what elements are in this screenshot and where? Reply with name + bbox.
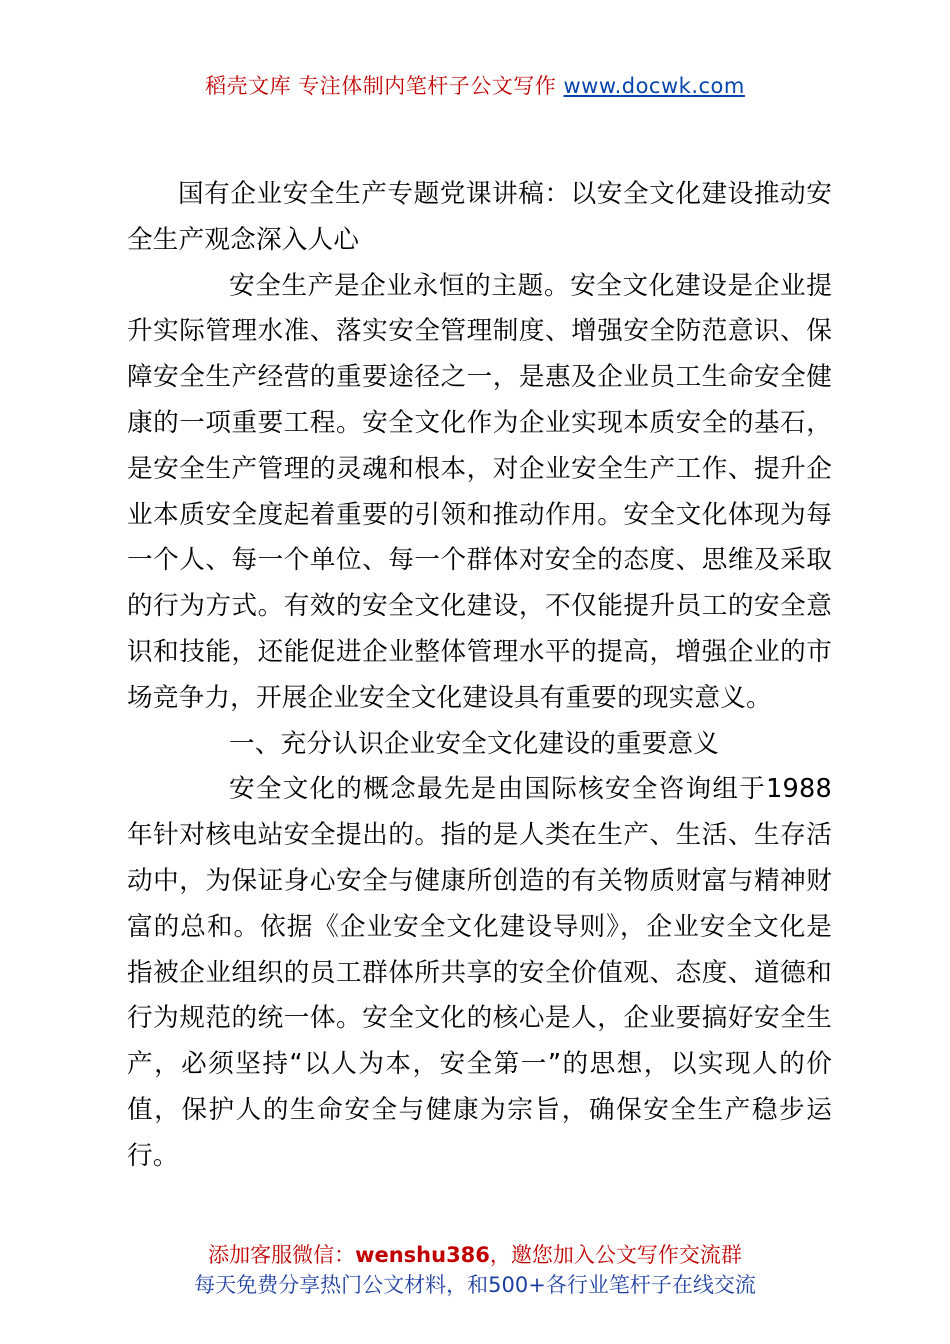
section-heading-1: 一、充分认识企业安全文化建设的重要意义 xyxy=(229,728,720,759)
footer-contact-line xyxy=(0,1240,950,1270)
page-footer xyxy=(0,1240,950,1300)
header-brand-text: 稻壳文库 专注体制内笔杆子公文写作 xyxy=(205,74,564,98)
page-header xyxy=(0,70,950,100)
paragraph-intro: 安全生产是企业永恒的主题。安全文化建设是企业提升实际管理水准、落实安全管理制度、增强安全防范意识、保障安全生产经营的重要途径之一，是惠及企业员工生命安全健康的一项重要工程。安全文化作为企业实现本质安全的基石，是安全生产管理的灵魂和根本，对企业安全生产工作、提升企业本质安全度起着重要的引领和推动作用。安全文化体现为每一个人、每一个单位、每一个群体对安全的态度、思维及采取的行为方式。有效的安全文化建设，不仅能提升员工的安全意识和技能，还能促进企业整体管理水平的提高，增强企业的市场竞争力，开展企业安全文化建设具有重要的现实意义。 xyxy=(127,270,832,713)
document-title: 国有企业安全生产专题党课讲稿：以安全文化建设推动安全生产观念深入人心 xyxy=(127,179,832,255)
footer-wechat-id: wenshu386 xyxy=(355,1243,490,1267)
header-site-link[interactable]: www.docwk.com xyxy=(563,74,745,98)
document-body xyxy=(127,172,832,1180)
footer-prefix: 添加客服微信： xyxy=(208,1243,356,1267)
footer-suffix: ，邀您加入公文写作交流群 xyxy=(489,1243,742,1267)
footer-promo-line: 每天免费分享热门公文材料，和500+各行业笔杆子在线交流 xyxy=(194,1273,756,1297)
paragraph-concept: 安全文化的概念最先是由国际核安全咨询组于1988年针对核电站安全提出的。指的是人类在生产、生活、生存活动中，为保证身心安全与健康所创造的有关物质财富与精神财富的总和。依据《企业安全文化建设导则》，企业安全文化是指被企业组织的员工群体所共享的安全价值观、态度、道德和行为规范的统一体。安全文化的核心是人，企业要搞好安全生产，必须坚持“以人为本，安全第一”的思想，以实现人的价值，保护人的生命安全与健康为宗旨，确保安全生产稳步运行。 xyxy=(127,774,832,1171)
